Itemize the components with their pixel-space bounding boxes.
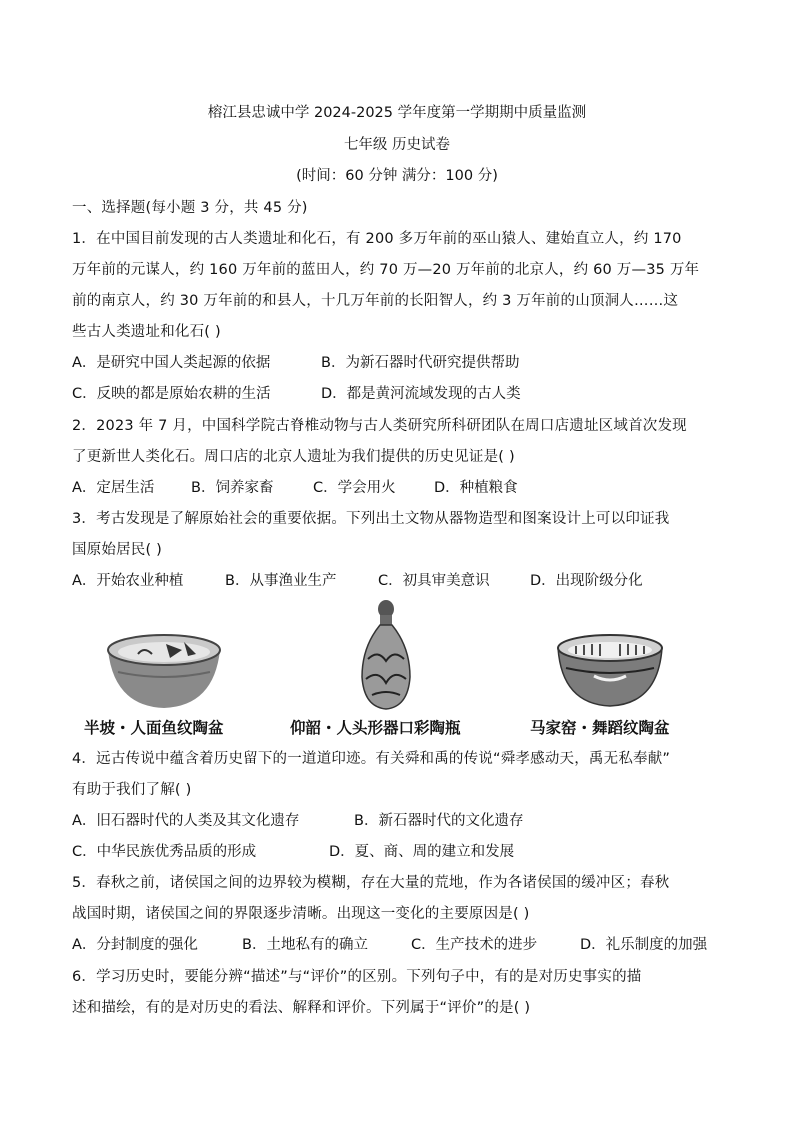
head-vase-image (356, 599, 416, 713)
q5-option-b[interactable]: B．土地私有的确立 (242, 937, 368, 953)
q4-option-c[interactable]: C．中华民族优秀品质的形成 (72, 844, 257, 860)
q2-option-d[interactable]: D．种植粮食 (434, 480, 518, 496)
exam-subtitle: 七年级 历史试卷 (343, 137, 451, 153)
q3-option-a[interactable]: A．开始农业种植 (72, 573, 184, 589)
q1-line: 前的南京人，约 30 万年前的和县人，十几万年前的长阳智人，约 3 万年前的山顶洞人……这 (72, 293, 679, 309)
q2-option-a[interactable]: A．定居生活 (72, 480, 155, 496)
fish-basin-image (104, 632, 224, 710)
q5-option-a[interactable]: A．分封制度的强化 (72, 937, 198, 953)
caption-head-vase: 仰韶・人头形器口彩陶瓶 (290, 719, 461, 737)
q2-option-c[interactable]: C．学会用火 (313, 480, 396, 496)
q2-option-b[interactable]: B．饲养家畜 (191, 480, 274, 496)
q3-line: 国原始居民( ) (72, 542, 163, 558)
q1-option-c[interactable]: C．反映的都是原始农耕的生活 (72, 386, 271, 402)
exam-title: 榕江县忠诚中学 2024-2025 学年度第一学期期中质量监测 (207, 105, 587, 121)
q4-option-b[interactable]: B．新石器时代的文化遗存 (354, 813, 524, 829)
q4-line: 4．远古传说中蕴含着历史留下的一道道印迹。有关舜和禹的传说“舜孝感动天，禹无私奉献” (72, 751, 671, 767)
section-heading: 一、选择题(每小题 3 分，共 45 分) (72, 200, 308, 216)
q1-line: 万年前的元谋人，约 160 万年前的蓝田人，约 70 万—20 万年前的北京人，约 60 万—35 万年 (72, 262, 700, 278)
caption-dance-basin: 马家窑・舞蹈纹陶盆 (530, 719, 670, 737)
q4-line: 有助于我们了解( ) (72, 782, 192, 798)
q5-line: 5．春秋之前，诸侯国之间的边界较为模糊，存在大量的荒地，作为各诸侯国的缓冲区；春秋 (72, 875, 670, 891)
q4-option-a[interactable]: A．旧石器时代的人类及其文化遗存 (72, 813, 300, 829)
q2-line: 了更新世人类化石。周口店的北京人遗址为我们提供的历史见证是( ) (72, 449, 515, 465)
q3-option-d[interactable]: D．出现阶级分化 (530, 573, 643, 589)
dance-basin-image (554, 632, 666, 708)
q1-option-b[interactable]: B．为新石器时代研究提供帮助 (321, 355, 520, 371)
q6-line: 述和描绘，有的是对历史的看法、解释和评价。下列属于“评价”的是( ) (72, 1000, 531, 1016)
q1-line: 些古人类遗址和化石( ) (72, 324, 221, 340)
q3-option-b[interactable]: B．从事渔业生产 (225, 573, 337, 589)
q6-line: 6．学习历史时，要能分辨“描述”与“评价”的区别。下列句子中，有的是对历史事实的描 (72, 969, 642, 985)
q5-line: 战国时期，诸侯国之间的界限逐步清晰。出现这一变化的主要原因是( ) (72, 906, 530, 922)
q4-option-d[interactable]: D．夏、商、周的建立和发展 (329, 844, 515, 860)
caption-fish-basin: 半坡・人面鱼纹陶盆 (84, 719, 224, 737)
q3-line: 3．考古发现是了解原始社会的重要依据。下列出土文物从器物造型和图案设计上可以印证我 (72, 511, 670, 527)
q3-option-c[interactable]: C．初具审美意识 (378, 573, 490, 589)
exam-info: (时间：60 分钟 满分：100 分) (296, 168, 498, 184)
q5-option-c[interactable]: C．生产技术的进步 (411, 937, 538, 953)
q2-line: 2．2023 年 7 月，中国科学院古脊椎动物与古人类研究所科研团队在周口店遗址区域首次发现 (72, 418, 687, 434)
q1-line: 1．在中国目前发现的古人类遗址和化石，有 200 多万年前的巫山猿人、建始直立人，约 170 (72, 231, 682, 247)
q5-option-d[interactable]: D．礼乐制度的加强 (580, 937, 708, 953)
q1-option-d[interactable]: D．都是黄河流域发现的古人类 (321, 386, 521, 402)
q1-option-a[interactable]: A．是研究中国人类起源的依据 (72, 355, 271, 371)
